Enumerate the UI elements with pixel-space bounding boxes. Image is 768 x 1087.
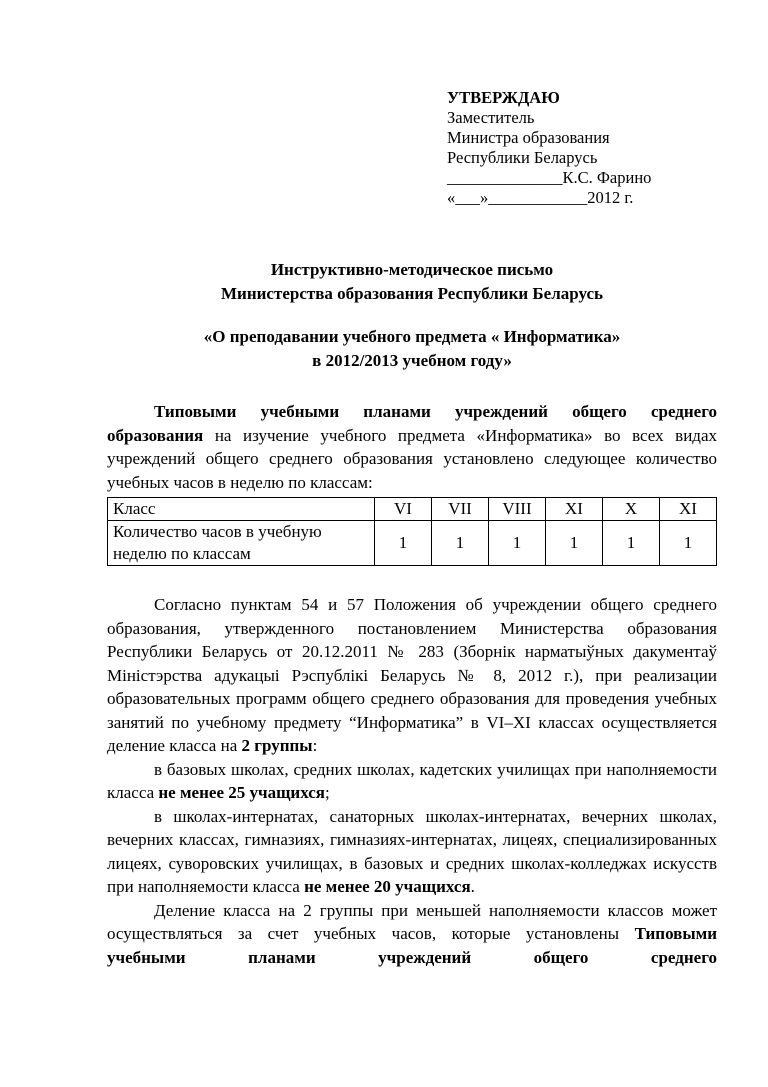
data-cell-hours: 1 (660, 521, 717, 566)
table-header-row (108, 498, 717, 521)
data-cell-hours: 1 (432, 521, 489, 566)
table-data-row (108, 521, 717, 566)
approval-date-line: «___»____________2012 г. (447, 188, 634, 207)
header-cell-grade: VIII (489, 498, 546, 521)
subject-line-2: в 2012/2013 учебном году» (312, 351, 512, 370)
paragraph-1 (107, 400, 717, 494)
header-cell-grade: XI (546, 498, 603, 521)
heading-line-1: Инструктивно-методическое письмо (270, 260, 554, 279)
approval-signature-line: ______________К.С. Фарино (447, 168, 652, 187)
data-cell-label: Количество часов в учебную неделю по классам (108, 521, 375, 566)
paragraph-2-text: Согласно пунктам 54 и 57 Положения об учреждении общего среднего образования, утвержденного постановлением Министерства образования Республики Беларусь от 20.12.2011 № 283 (Зборнік нарматыўных дакументаў Міністэрства адукацыі Рэспублікі Беларусь № 8, 2012 г.), при реализации образовательных программ общего среднего образования для проведения учебных занятий по учебному предмету “Информатика” в VI–XI классах осуществляется деление класса на (107, 595, 717, 755)
paragraph-5-text: Деление класса на 2 группы при меньшей наполняемости классов может осуществляться за счет учебных часов, которые установлены (107, 900, 717, 943)
paragraph-2-end: : (312, 736, 318, 755)
document-heading (107, 258, 717, 306)
approval-line: Министра образования (447, 128, 610, 147)
data-cell-hours: 1 (489, 521, 546, 566)
paragraph-4-bold: не менее 20 учащихся (304, 877, 471, 896)
hours-table (107, 497, 717, 566)
approval-title: УТВЕРЖДАЮ (447, 88, 560, 107)
paragraph-1-bold: Типовыми учебными планами учреждений общего среднего образования (107, 402, 717, 445)
paragraph-4-end: . (470, 877, 475, 896)
paragraph-3-text: в базовых школах, средних школах, кадетских училищах при наполняемости класса (107, 759, 717, 802)
data-cell-hours: 1 (603, 521, 660, 566)
approval-line: Республики Беларусь (447, 148, 598, 167)
paragraph-4 (107, 805, 717, 899)
approval-line: Заместитель (447, 108, 535, 127)
document-subject (107, 325, 717, 373)
header-cell-grade: XI (660, 498, 717, 521)
header-cell-grade: VII (432, 498, 489, 521)
document-content (107, 258, 717, 969)
data-cell-hours: 1 (375, 521, 432, 566)
header-cell-class: Класс (108, 498, 375, 521)
paragraph-3-end: ; (324, 783, 330, 802)
paragraph-5-bold: Типовыми учебными планами учреждений общего среднего (107, 924, 717, 967)
paragraph-1-text: на изучение учебного предмета «Информатика» во всех видах учреждений общего среднего образования установлено следующее количество учебных часов в неделю по классам: (107, 425, 717, 492)
paragraph-2-bold: 2 группы (241, 736, 313, 755)
paragraph-5 (107, 899, 717, 970)
header-cell-grade: VI (375, 498, 432, 521)
paragraph-4-text: в школах-интернатах, санаторных школах-интернатах, вечерних школах, вечерних классах, гимназиях, гимназиях-интернатах, лицеях, специализированных лицеях, суворовских училищах, в базовых и средних школах-колледжах искусств при наполняемости класса (107, 806, 717, 896)
paragraph-2 (107, 593, 717, 758)
heading-line-2: Министерства образования Республики Беларусь (221, 284, 603, 303)
header-cell-grade: X (603, 498, 660, 521)
subject-line-1: «О преподавании учебного предмета « Информатика» (203, 327, 621, 346)
paragraph-3-bold: не менее 25 учащихся (158, 783, 325, 802)
paragraph-3 (107, 758, 717, 805)
data-cell-hours: 1 (546, 521, 603, 566)
approval-block (447, 88, 738, 208)
